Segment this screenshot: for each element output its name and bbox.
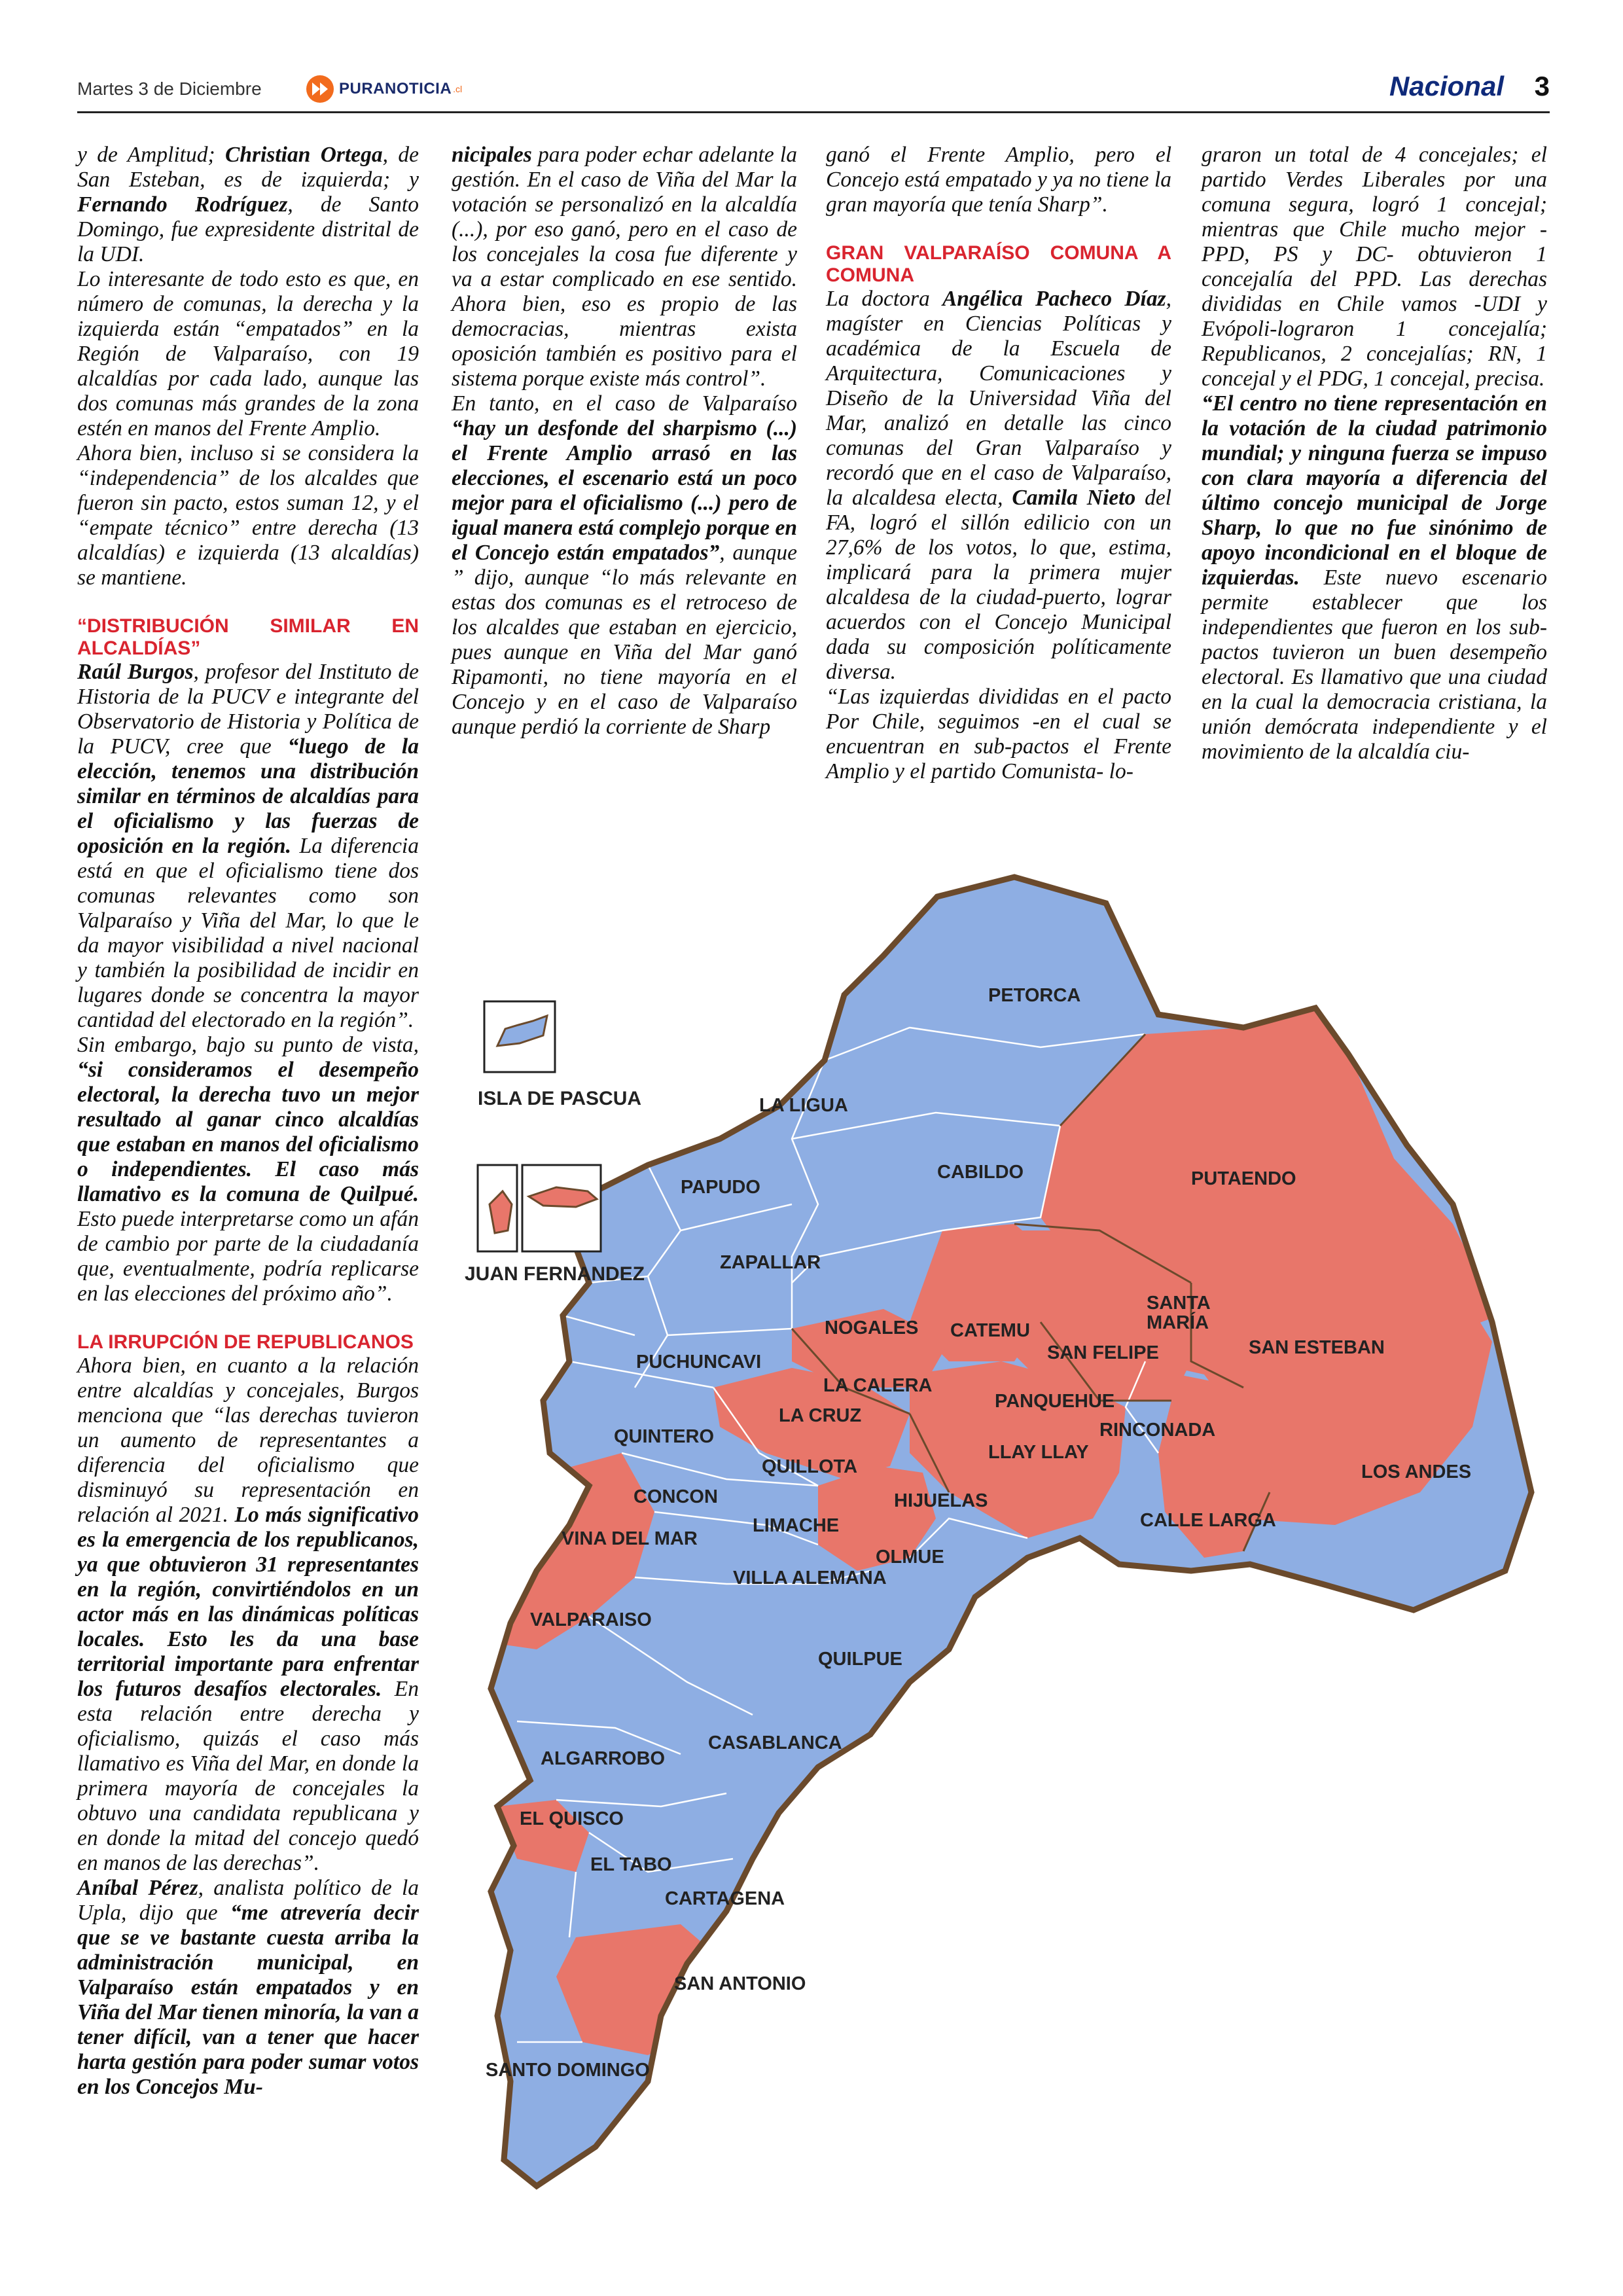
label-limache: LIMACHE xyxy=(753,1515,840,1536)
subheading-republicanos: LA IRRUPCIÓN DE REPUBLICANOS xyxy=(77,1331,414,1353)
label-hijuelas: HIJUELAS xyxy=(894,1490,988,1511)
label-los-andes: LOS ANDES xyxy=(1361,1462,1472,1482)
column-2 xyxy=(452,143,797,740)
label-el-quisco: EL QUISCO xyxy=(520,1808,624,1829)
label-casablanca: CASABLANCA xyxy=(708,1732,842,1753)
inset-isla-de-pascua xyxy=(478,1001,641,1109)
paragraph: La doctora Angélica Pacheco Díaz, magíster en Ciencias Políticas y académica de la Escuela de Arquitectura, Comunicaciones y Diseño de la Universidad Viña del Mar, analizó en detalle las cinco comunas del Gran Valparaíso y recordó que en el caso de Valparaíso, la alcaldesa electa, Camila Nieto del FA, logró el sillón edilicio con un 27,6% de los votos, lo que, estima, implicará para la primera mujer alcaldesa de la ciudad-puerto, lograr acuerdos con el Concejo Municipal dada su composición políticamente diversa. xyxy=(826,287,1171,684)
paragraph: “Las izquierdas divididas en el pacto Por Chile, seguimos -en el cual se encuentran en sub-pactos el Frente Amplio y el partido Comunista- lo- xyxy=(826,685,1171,783)
label-la-calera: LA CALERA xyxy=(823,1375,933,1396)
page-number: 3 xyxy=(1534,71,1550,101)
puranoticia-logo xyxy=(306,75,462,103)
column-4 xyxy=(1202,143,1547,764)
paragraph: Sin embargo, bajo su punto de vista, “si consideramos el desempeño electoral, la derecha tuvo un mejor resultado al ganar cinco alcaldías que estaban en manos del oficialismo o independientes. El caso más llamativo es la comuna de Quilpué. Esto puede interpretarse como un afán de cambio por parte de la ciudadanía que, eventualmente, podría replicarse en las elecciones del próximo año”. xyxy=(77,1033,419,1306)
paragraph: y de Amplitud; Christian Ortega, de San Esteban, es de izquierda; y Fernando Rodríguez, de Santo Domingo, fue expresidente distrital de la UDI. xyxy=(77,143,419,266)
label-la-cruz: LA CRUZ xyxy=(779,1405,862,1426)
label-santa-maria: SANTA MARÍA xyxy=(1147,1293,1211,1333)
logo-text: PURANOTICIA xyxy=(339,80,452,98)
paragraph: Ahora bien, incluso si se considera la “independencia” de los alcaldes que fueron sin pacto, estos suman 12, y el “empate técnico” entre derecha (13 alcaldías) e izquierda (13 alcaldías) se mantiene. xyxy=(77,441,419,590)
label-nogales: NOGALES xyxy=(825,1318,919,1338)
label-petorca: PETORCA xyxy=(988,985,1081,1006)
paragraph: En tanto, en el caso de Valparaíso “hay un desfonde del sharpismo (...) el Frente Amplio arrasó en las elecciones, el escenario está un poco mejor para el oficialismo (...) pero de igual manera está complejo porque en el Concejo están empatados”, aunque ” dijo, aunque “lo más relevante en estas dos comunas es el retroceso de los alcaldes que estaban en ejercicio, pues aunque en Viña del Mar ganó Ripamonti, no tiene mayoría en el Concejo y en el caso de Valparaíso aunque perdió la corriente de Sharp xyxy=(452,391,797,739)
paragraph: Lo interesante de todo esto es que, en número de comunas, la derecha y la izquierda están “empatados” en la Región de Valparaíso, con 19 alcaldías por cada lado, aunque las dos comunas más grandes de la zona estén en manos del Frente Amplio. xyxy=(77,267,419,440)
paragraph: Ahora bien, en cuanto a la relación entre alcaldías y concejales, Burgos menciona que “las derechas tuvieron un aumento de representantes a diferencia del oficialismo que disminuyó su representación en relación al 2021. Lo más significativo es la emergencia de los republicanos, ya que obtuvieron 31 representantes en la región, convirtiéndolos en un actor más en las dinámicas políticas locales. Esto les da una base territorial importante para enfrentar los futuros desafíos electorales. En esta relación entre derecha y oficialismo, quizás el caso más llamativo es Viña del Mar, en donde la primera mayoría de concejales la obtuvo una candidata republicana y en donde la mitad del concejo quedó en manos de las derechas”. xyxy=(77,1354,419,1875)
label-algarrobo: ALGARROBO xyxy=(541,1748,666,1769)
label-panquehue: PANQUEHUE xyxy=(995,1391,1115,1412)
label-cartagena: CARTAGENA xyxy=(665,1888,785,1909)
paragraph: “El centro no tiene representación en la votación de la ciudad patrimonio mundial; y ninguna fuerza se impuso con clara mayoría a diferencia del último concejo municipal de Jorge Sharp, lo que no fue sinónimo de apoyo incondicional en el bloque de izquierdas. Este nuevo escenario permite establecer que los independientes que fueron en los sub-pactos tuvieron un buen desempeño electoral. Es llamativo que una ciudad en la cual la democracia cristiana, la unión demócrata independiente y el movimiento de la alcaldía ciu- xyxy=(1202,391,1547,764)
label-rinconada: RINCONADA xyxy=(1099,1420,1216,1441)
logo-arrows-icon xyxy=(306,75,334,103)
label-vina-del-mar: VINA DEL MAR xyxy=(562,1528,698,1549)
label-santo-domingo: SANTO DOMINGO xyxy=(486,2060,650,2081)
label-zapallar: ZAPALLAR xyxy=(720,1252,821,1273)
paragraph: ganó el Frente Amplio, pero el Concejo está empatado y ya no tiene la gran mayoría que tenía Sharp”. xyxy=(826,143,1171,217)
column-1 xyxy=(77,143,419,2100)
label-quintero: QUINTERO xyxy=(614,1426,715,1447)
label-concon: CONCON xyxy=(633,1486,718,1507)
label-catemu: CATEMU xyxy=(950,1320,1030,1341)
label-la-ligua: LA LIGUA xyxy=(759,1095,848,1116)
logo-suffix: .cl xyxy=(453,84,463,94)
header-rule xyxy=(77,111,1550,113)
issue-date: Martes 3 de Diciembre xyxy=(77,79,262,99)
paragraph: nicipales para poder echar adelante la gestión. En el caso de Viña del Mar la votación se personalizó en la alcaldía (...), por eso ganó, pero en el caso de los concejales la cosa fue diferente y va a estar complicado en ese sentido. Ahora bien, eso es propio de las democracias, mientras exista oposición también es positivo para el sistema porque existe más control”. xyxy=(452,143,797,391)
label-calle-larga: CALLE LARGA xyxy=(1140,1510,1276,1531)
region-map xyxy=(452,864,1538,2206)
label-el-tabo: EL TABO xyxy=(590,1854,672,1875)
paragraph: graron un total de 4 concejales; el partido Verdes Liberales por una comuna segura, logró 1 concejal; mientras que Chile mucho mejor -PPD, PS y DC- obtuvieron 1 concejalía del PPD. Las derechas divididas en Chile vamos -UDI y Evópoli-lograron 1 concejalía; Republicanos, 2 concejalías; RN, 1 concejal y el PDG, 1 concejal, precisa. xyxy=(1202,143,1547,391)
label-valparaiso: VALPARAISO xyxy=(530,1609,652,1630)
label-san-felipe: SAN FELIPE xyxy=(1047,1342,1159,1363)
paragraph: Raúl Burgos, profesor del Instituto de Historia de la PUCV e integrante del Observatorio de Historia y Política de la PUCV, cree que “luego de la elección, tenemos una distribución similar en términos de alcaldías para el oficialismo y las fuerzas de oposición en la región. La diferencia está en que el oficialismo tiene dos comunas relevantes como son Valparaíso y Viña del Mar, lo que le da mayor visibilidad a nivel nacional y también la posibilidad de incidir en lugares donde se concentra la mayor cantidad del electorado en la región”. xyxy=(77,660,419,1032)
paragraph: Aníbal Pérez, analista político de la Upla, dijo que “me atrevería decir que se ve bastante cuesta arriba la administración municipal, en Valparaíso están empatados y en Viña del Mar tienen minoría, la van a tener difícil, van a tener que hacer harta gestión para poder sumar votos en los Concejos Mu- xyxy=(77,1876,419,2099)
label-llay-llay: LLAY LLAY xyxy=(988,1442,1089,1463)
label-puchuncavi: PUCHUNCAVI xyxy=(636,1352,762,1372)
label-isla-de-pascua: ISLA DE PASCUA xyxy=(478,1088,642,1109)
subheading-gran-valparaiso: GRAN VALPARAÍSO COMUNA A COMUNA xyxy=(826,242,1171,286)
label-san-antonio: SAN ANTONIO xyxy=(674,1973,806,1994)
label-papudo: PAPUDO xyxy=(681,1177,760,1198)
section-name: Nacional xyxy=(1389,71,1504,101)
label-quilpue: QUILPUE xyxy=(818,1649,902,1670)
column-3 xyxy=(826,143,1171,784)
label-putaendo: PUTAENDO xyxy=(1191,1168,1296,1189)
label-juan-fernandez: JUAN FERNANDEZ xyxy=(465,1263,645,1285)
label-san-esteban: SAN ESTEBAN xyxy=(1249,1337,1385,1358)
page-header xyxy=(77,71,1550,117)
label-olmue: OLMUE xyxy=(876,1547,944,1568)
label-cabildo: CABILDO xyxy=(937,1162,1024,1183)
label-quillota: QUILLOTA xyxy=(762,1456,858,1477)
subheading-distribucion: “DISTRIBUCIÓN SIMILAR EN ALCALDÍAS” xyxy=(77,615,419,659)
label-villa-alemana: VILLA ALEMANA xyxy=(733,1568,887,1588)
